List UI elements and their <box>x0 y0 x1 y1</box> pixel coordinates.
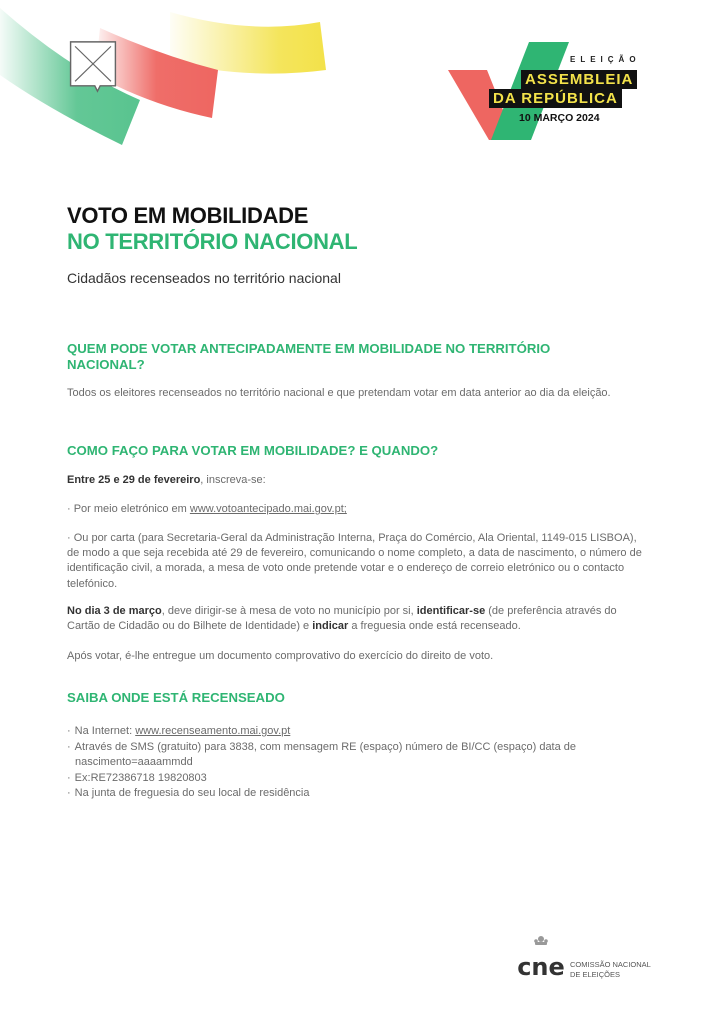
section-heading-how: COMO FAÇO PARA VOTAR EM MOBILIDADE? E QUANDO? <box>67 443 439 458</box>
section-heading-who: QUEM PODE VOTAR ANTECIPADAMENTE EM MOBILIDADE NO TERRITÓRIO NACIONAL? <box>67 341 551 372</box>
logo-line1: ASSEMBLEIA <box>521 70 637 89</box>
election-logo <box>445 38 665 146</box>
cne-letters: cne <box>517 953 565 979</box>
cne-logo <box>515 933 675 983</box>
section-heading-where: SAIBA ONDE ESTÁ RECENSEADO <box>67 690 285 705</box>
after-vote-note: Após votar, é-lhe entregue um documento comprovativo do exercício do direito de voto. <box>67 650 494 662</box>
identify-bold: identificar-se <box>416 605 486 617</box>
ballot-x-icon <box>67 41 119 93</box>
registration-lookup-list <box>67 724 647 802</box>
recenseamento-link[interactable]: www.recenseamento.mai.gov.pt <box>135 725 291 737</box>
vote-date: No dia 3 de março <box>67 605 162 617</box>
text-span: (de preferência através do Cartão de Cidadão ou do Bilhete de Identidade) e <box>67 605 617 633</box>
registration-dates: Entre 25 e 29 de fevereiro <box>67 474 201 486</box>
section-body-who: Todos os eleitores recenseados no território nacional e que pretendam votar em data anterior ao dia da eleição. <box>67 387 611 399</box>
text-span: , deve dirigir-se à mesa de voto no município por si, <box>161 605 417 617</box>
option-electronic <box>67 502 647 517</box>
indicate-bold: indicar <box>312 620 349 633</box>
cne-emblem-icon <box>515 933 567 979</box>
logo-eleicao: ELEIÇÃO <box>570 55 641 64</box>
decorative-ribbons <box>0 0 340 160</box>
list-item: · Na junta de freguesia do seu local de residência <box>67 786 647 802</box>
list-item: · Através de SMS (gratuito) para 3838, com mensagem RE (espaço) número de BI/CC (espaço) data de nascimento=aaaammdd <box>67 740 647 771</box>
list-item-text: Na Internet: <box>74 725 136 737</box>
option-letter: · Ou por carta (para Secretaria-Geral da Administração Interna, Praça do Comércio, Ala Oriental, 1149-015 LISBOA), de modo a que seja recebida até 29 de fevereiro, comunicando o nome completo, a data de nascimento, o número de identificação civil, a morada, a mesa de voto onde pretende votar e o endereço de correio eletrónico ou o contacto telefónico. <box>67 532 642 590</box>
logo-date: 10 MARÇO 2024 <box>519 112 600 124</box>
election-day-instructions <box>67 604 647 634</box>
text-span: a freguesia onde está recenseado. <box>348 620 521 633</box>
list-item <box>67 724 647 740</box>
cne-name-line1: COMISSÃO NACIONAL <box>570 960 651 969</box>
page-title-line1: VOTO EM MOBILIDADE <box>67 203 309 228</box>
cne-name-line2: DE ELEIÇÕES <box>570 970 621 979</box>
page-title-line2: NO TERRITÓRIO NACIONAL <box>67 229 358 254</box>
list-item: · Ex:RE72386718 19820803 <box>67 771 647 787</box>
voto-antecipado-link[interactable]: www.votoantecipado.mai.gov.pt; <box>189 503 347 515</box>
page-subtitle: Cidadãos recenseados no território nacional <box>67 270 341 286</box>
registration-intro-rest: , inscreva-se: <box>200 474 266 486</box>
cne-name <box>570 960 670 980</box>
logo-line2: DA REPÚBLICA <box>489 89 622 108</box>
option-electronic-text: · Por meio eletrónico em <box>67 503 190 515</box>
registration-period <box>67 473 647 488</box>
